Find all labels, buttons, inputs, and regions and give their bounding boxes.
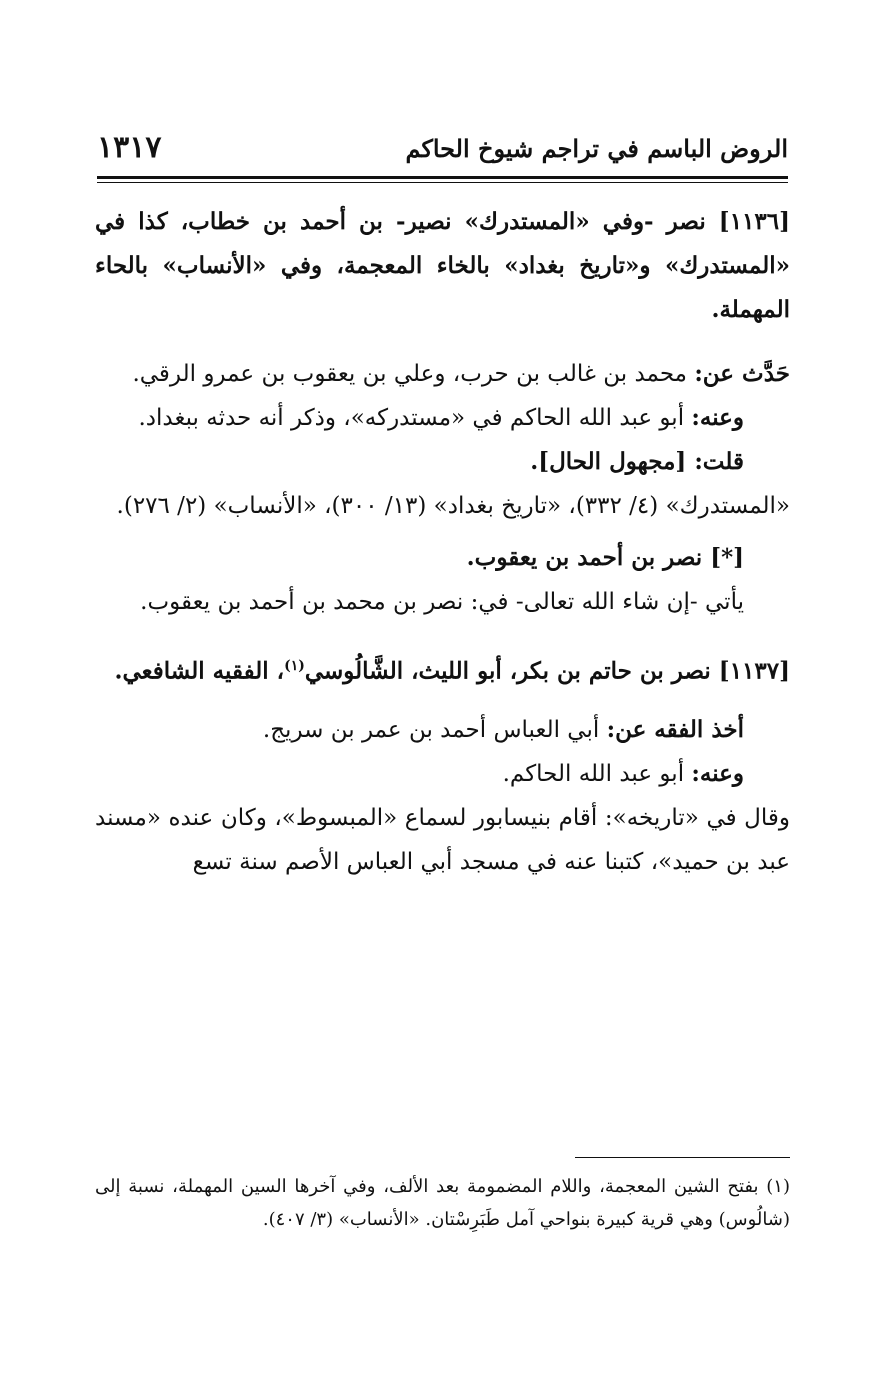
anhu-text: أبو عبد الله الحاكم. [502,760,692,787]
main-text [95,200,790,884]
fiqh-label: أخذ الفقه عن: [606,715,744,743]
footnote-separator [575,1157,790,1158]
footnote-marker[interactable]: (١) [284,658,305,674]
entry-1136-sources: «المستدرك» (٤/ ٣٣٢)، «تاريخ بغداد» (١٣/ ٣٠٠)، «الأنساب» (٢/ ٢٧٦). [116,493,790,519]
entry-1137-qala: وقال في «تاريخه»: أقام بنيسابور لسماع «المبسوط»، وكان عنده «مسند عبد بن حميد»، كتبنا عنه في مسجد أبي العباس الأصم سنة تسع [95,804,790,875]
haddatha-label: حَدَّث عن: [694,360,790,387]
anhu-label: وعنه: [691,759,744,787]
entry-1137-heading [95,644,790,694]
fiqh-text: أبي العباس أحمد بن عمر بن سريج. [262,716,607,743]
entry-1137-anhu [95,752,790,796]
page-header [97,128,788,174]
entry-1136-haddatha [95,352,790,396]
header-rule-thick [97,176,788,179]
entry-1136-anhu [95,396,790,440]
entry-1137-heading-start: [١١٣٧] نصر بن حاتم بن بكر، أبو الليث، الشَّالُوسي [304,657,790,685]
reference-text: يأتي -إن شاء الله تعالى- في: نصر بن محمد بن أحمد بن يعقوب. [140,589,744,615]
reference-heading: [*] نصر بن أحمد بن يعقوب. [466,544,744,571]
entry-1137-heading-end: ، الفقيه الشافعي. [114,657,285,685]
anhu-text: أبو عبد الله الحاكم في «مستدركه»، وذكر أنه حدثه ببغداد. [138,405,692,431]
anhu-label: وعنه: [691,404,744,431]
entry-1137-fiqh [95,708,790,752]
haddatha-text: محمد بن غالب بن حرب، وعلي بن يعقوب بن عمرو الرقي. [132,361,695,387]
entry-1136-qultu: قلت: [مجهول الحال]. [530,448,744,475]
header-rule-thin [97,182,788,183]
page-number: ١٣١٧ [97,130,162,165]
footnote-1: (١) بفتح الشين المعجمة، واللام المضمومة بعد الألف، وفي آخرها السين المهملة، نسبة إلى (شالُوس) وهي قرية كبيرة بنواحي آمل طَبَرِسْتان. «الأنساب» (٣/ ٤٠٧). [95,1176,790,1230]
running-title: الروض الباسم في تراجم شيوخ الحاكم [405,134,788,163]
entry-1136-heading: [١١٣٦] نصر -وفي «المستدرك» نصير- بن أحمد بن خطاب، كذا في «المستدرك» و«تاريخ بغداد» بالخاء المعجمة، وفي «الأنساب» بالحاء المهملة. [95,208,790,323]
